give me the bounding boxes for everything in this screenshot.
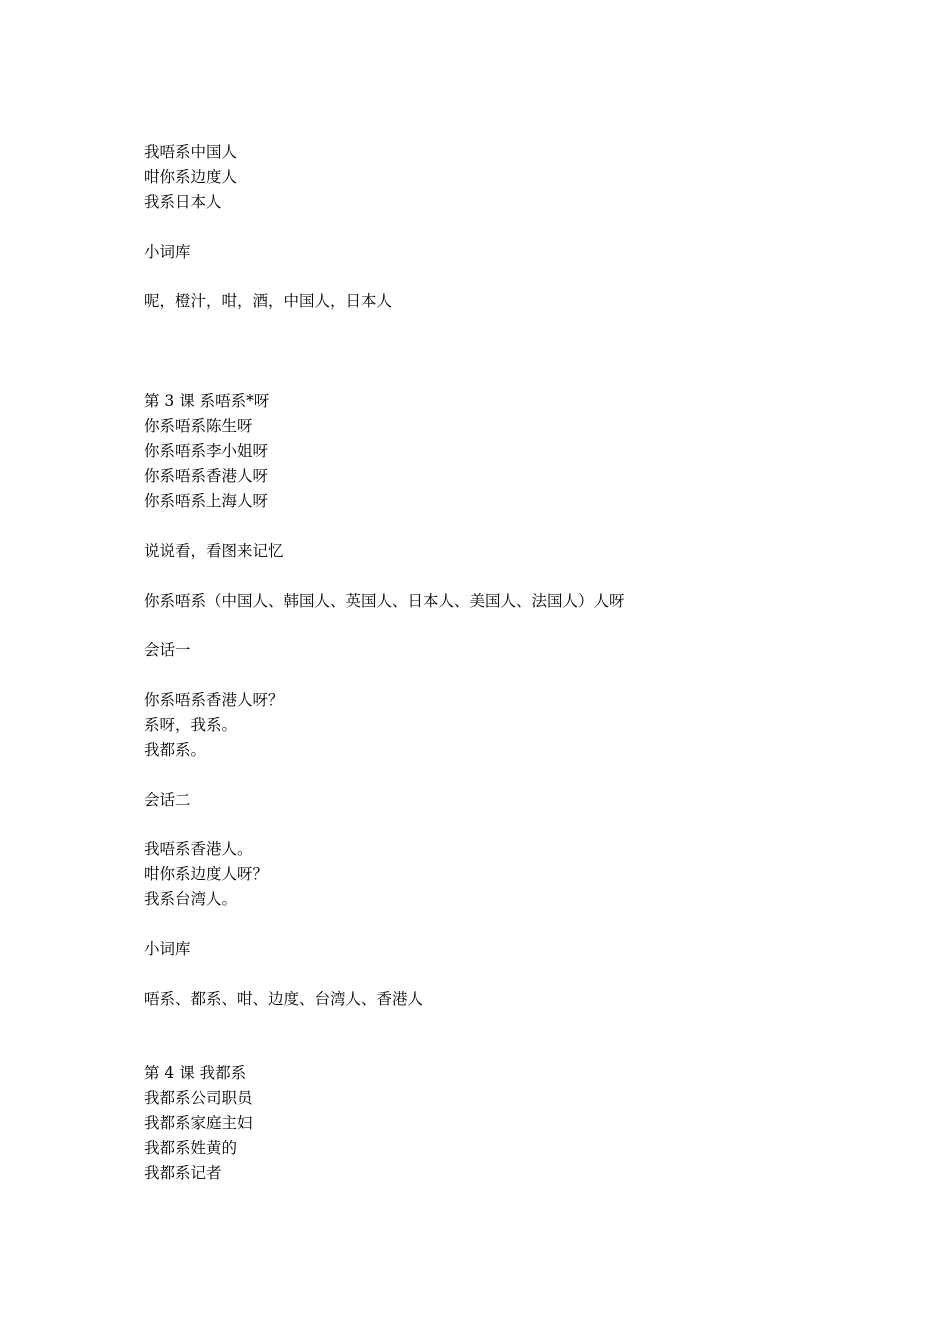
lesson-title: 第 3 课 系唔系*呀 [144,392,270,410]
vocab-list: 唔系、都系、咁、边度、台湾人、香港人 [144,990,424,1008]
text-line: 你系唔系李小姐呀 [144,442,269,460]
vocab-heading: 小词库 [144,940,191,958]
section-heading: 说说看，看图来记忆 [144,542,284,560]
vocab-list: 呢，橙汁，咁，酒，中国人，日本人 [144,292,393,310]
text-line: 我都系。 [144,741,207,759]
text-line: 我都系姓黄的 [144,1139,238,1157]
text-line: 我唔系香港人。 [144,840,253,858]
text-line: 你系唔系香港人呀 [144,467,269,485]
text-line: 你系唔系陈生呀 [144,417,253,435]
text-line: 我都系家庭主妇 [144,1114,253,1132]
text-line: 我唔系中国人 [144,143,238,161]
text-line: 咁你系边度人 [144,168,238,186]
dialogue-heading: 会话一 [144,641,191,659]
text-line: 我都系公司职员 [144,1089,253,1107]
text-line: 你系唔系香港人呀？ [144,691,284,709]
text-line: 我都系记者 [144,1164,222,1182]
text-line: 咁你系边度人呀？ [144,865,269,883]
text-line: 你系唔系上海人呀 [144,492,269,510]
text-line: 系呀，我系。 [144,716,238,734]
dialogue-heading: 会话二 [144,791,191,809]
text-line: 你系唔系（中国人、韩国人、英国人、日本人、美国人、法国人）人呀 [144,592,625,610]
text-line: 我系台湾人。 [144,890,238,908]
text-line: 我系日本人 [144,193,222,211]
vocab-heading: 小词库 [144,243,191,261]
lesson-title: 第 4 课 我都系 [144,1064,247,1082]
